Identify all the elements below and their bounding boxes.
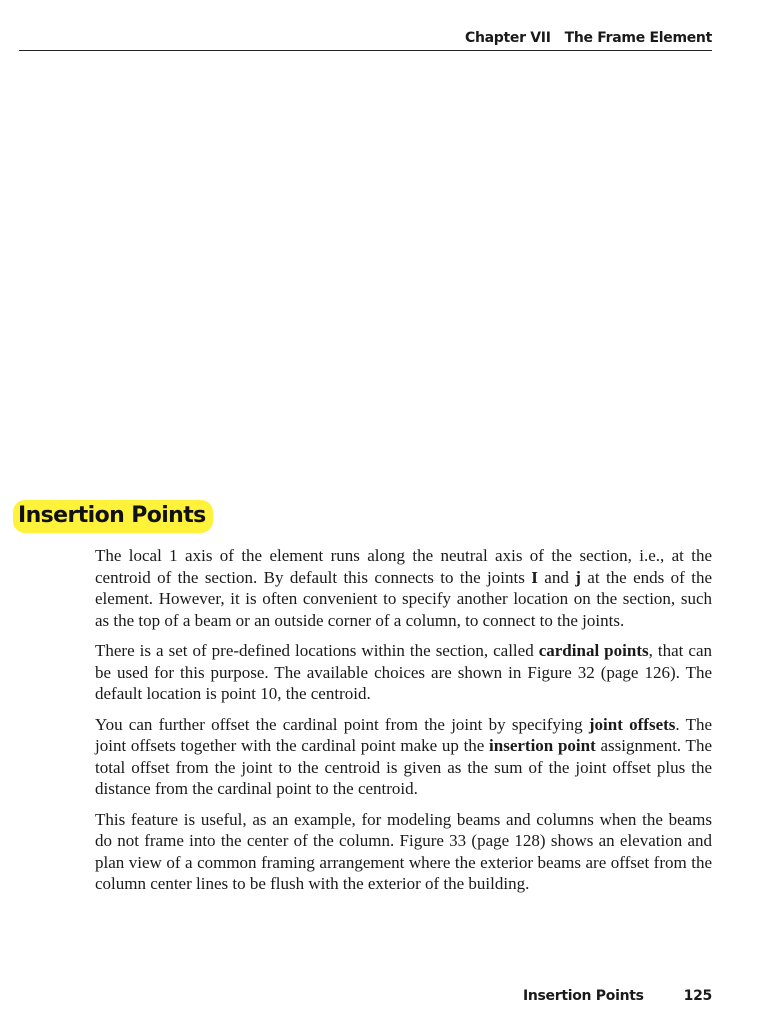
page-number: 125 — [683, 988, 712, 1004]
joint-i-label: I — [531, 567, 538, 587]
paragraph-4-text: This feature is useful, as an example, for modeling beams and columns when the beams do not frame into the center of the column. Figure 33 (page 128) shows an elevation and plan view of a common framing arrangement where the exterior beams are offset from the column center lines to be flush with the exterior of the building. — [95, 809, 712, 893]
paragraph-3-text: You can further offset the cardinal point from the joint by specifying — [95, 714, 589, 734]
paragraph-2-rest: , that can be used for this purpose. The available choices are shown in Figure 32 (page 126). The default location is point 10, the centroid. — [95, 641, 712, 703]
paragraph-4 — [95, 809, 712, 895]
joint-j-label: j — [575, 567, 581, 587]
running-header — [0, 0, 768, 60]
paragraph-2 — [95, 640, 712, 705]
paragraph-1-text: The local 1 axis of the element runs along the neutral axis of the section, i.e., at the centroid of the section. By default this connects to the joints — [95, 546, 712, 587]
running-footer — [523, 988, 712, 1004]
header-rule — [19, 50, 712, 51]
chapter-title: The Frame Element — [564, 30, 712, 46]
paragraph-1 — [95, 545, 712, 631]
joint-offsets-term: joint offsets — [588, 714, 676, 734]
cardinal-points-term: cardinal points — [538, 641, 649, 660]
paragraph-2-text: There is a set of pre-defined locations within the section, called — [95, 641, 539, 660]
paragraph-1-rest: at the ends of the element. However, it is often convenient to specify another location on the section, such as the top of a beam or an outside corner of a column, to connect to the joints. — [95, 567, 712, 630]
footer-section-title: Insertion Points — [522, 988, 644, 1004]
header-text — [465, 30, 712, 46]
paragraph-1-and: and — [537, 567, 576, 587]
body-text — [95, 545, 712, 904]
paragraph-3 — [95, 714, 712, 800]
paragraph-3-rest: assignment. The total offset from the joint to the centroid is given as the sum of the joint offset plus the distance from the cardinal point to the centroid. — [95, 736, 712, 798]
chapter-number: Chapter VII — [464, 30, 551, 46]
insertion-point-term: insertion point — [489, 736, 596, 755]
paragraph-3-mid: . The joint offsets together with the cardinal point make up the — [95, 714, 712, 755]
section-heading: Insertion Points — [13, 500, 213, 533]
